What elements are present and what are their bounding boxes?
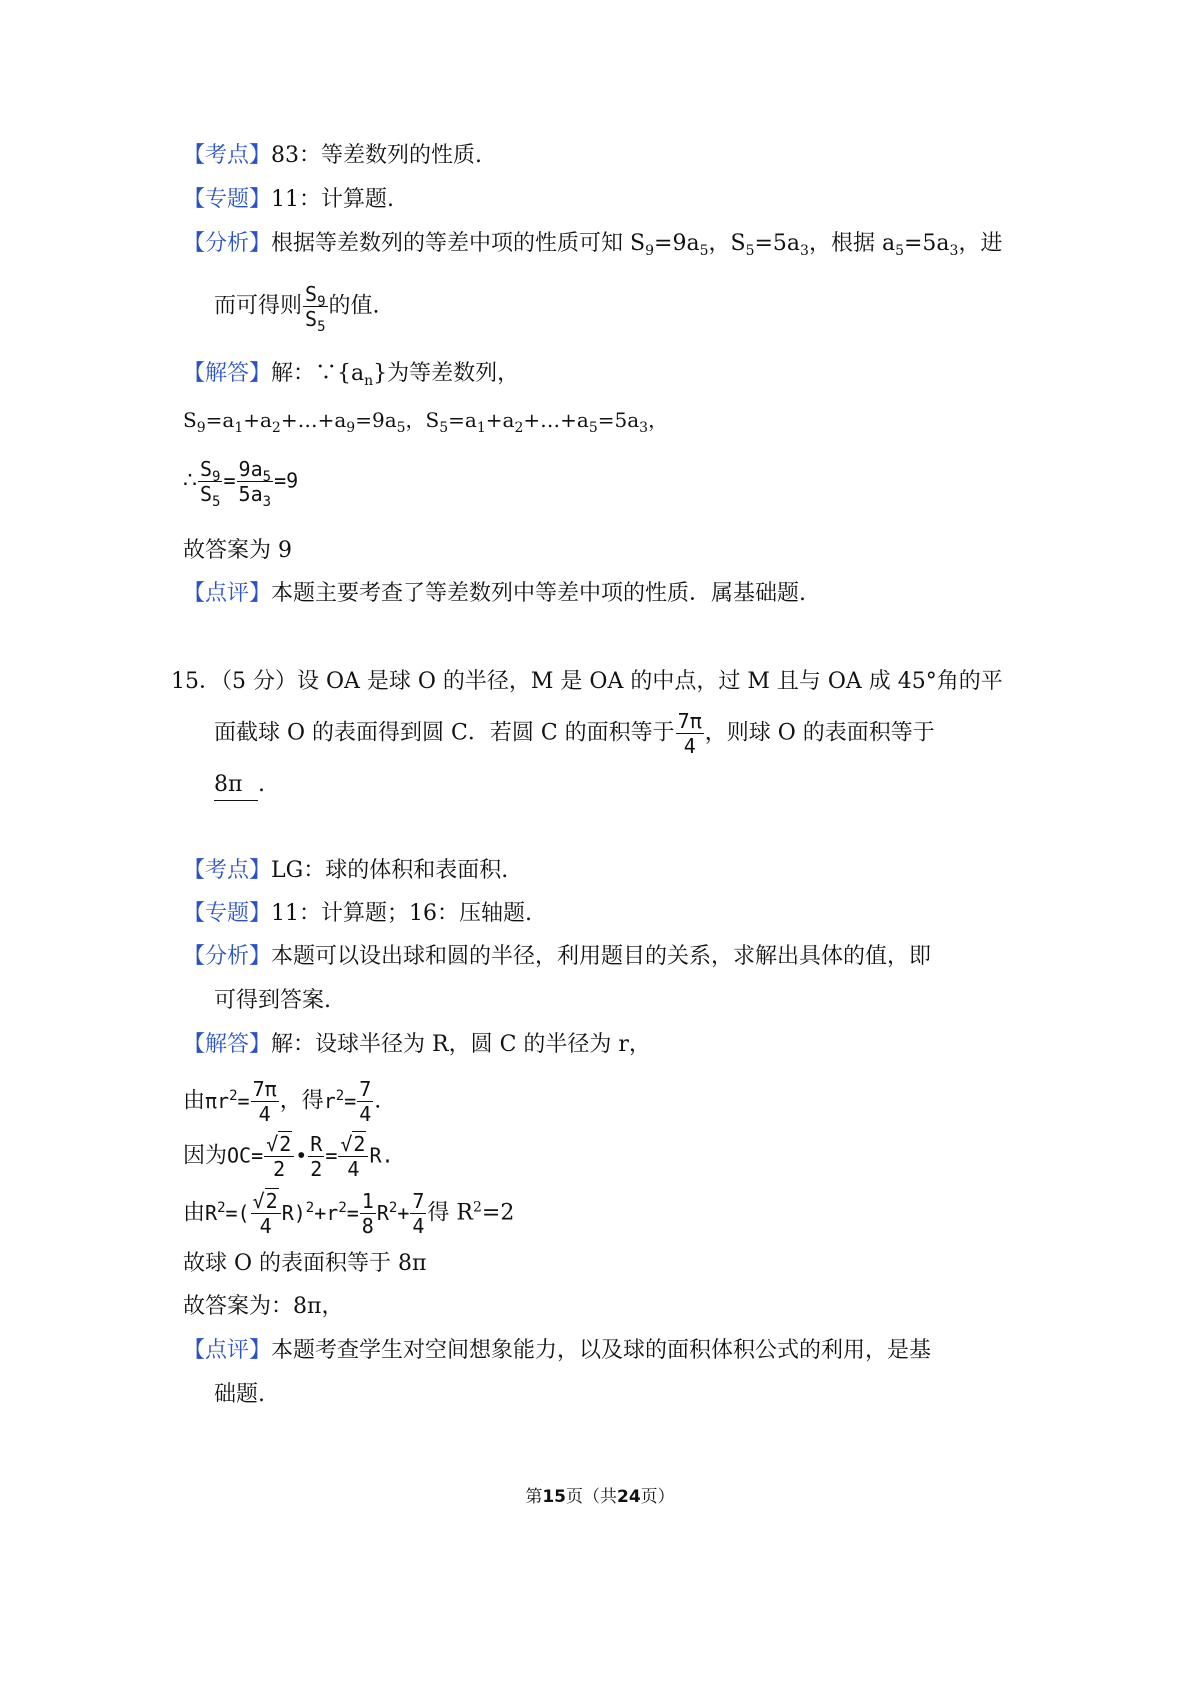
step-3-line: 由$R^2=$( $\frac{√2}{4}$ $R)^2+r^2=$ $\frac{1}{8}$ $R^2+$ $\frac{7}{4}$ 得 $R^2=2$: [183, 1189, 515, 1238]
kaodian-tag: 【考点】: [183, 143, 272, 168]
fraction-s9-s5: $\frac{S_9}{S_5}$: [200, 457, 221, 510]
footer-suffix: 页）: [640, 1487, 675, 1507]
ratio-formula-line: ∴ $\frac{S_9}{S_5}$ = $\frac{9a_5}{5a_3}$ =9: [183, 457, 299, 510]
fraction-sqrt2-2: $\frac{√2}{2}$: [264, 1133, 294, 1180]
total-pages: 24: [617, 1487, 641, 1507]
jieda-line: [183, 1030, 651, 1060]
fraction-r-2: $\frac{R}{2}$: [310, 1132, 323, 1181]
jieda-tag: 【解答】: [183, 1032, 272, 1057]
fraction-7-4: $\frac{7}{4}$: [412, 1189, 425, 1238]
conclusion-line: [183, 536, 292, 566]
fenxi-text: 本题可以设出球和圆的半径，利用题目的关系，求解出具体的值，即: [271, 944, 932, 969]
jieda-tag: 【解答】: [183, 361, 272, 386]
question-15-line-2: [214, 710, 935, 757]
fenxi-line2-text: 可得到答案.: [214, 988, 331, 1013]
fraction-7pi-4: $\frac{7\pi}{4}$: [677, 709, 702, 758]
answer-blank: 8π: [214, 770, 258, 801]
question-15-stem-2b: ，则球 O 的表面积等于: [704, 720, 935, 746]
fraction-7-4: $\frac{7}{4}$: [359, 1077, 372, 1126]
fenxi-line: [183, 942, 931, 972]
jieda-text: 解：∵{a: [271, 361, 365, 386]
question-15-answer-line: [214, 770, 265, 801]
dianping-line-2: [214, 1380, 265, 1410]
dianping-line: [183, 579, 806, 609]
kaodian-text: LG：球的体积和表面积.: [271, 858, 509, 883]
fraction-sqrt2-4: $\frac{√2}{4}$: [251, 1190, 281, 1237]
fraction-9a5-5a3: $\frac{9a_5}{5a_3}$: [238, 457, 272, 510]
zhuanti-line: [183, 185, 394, 215]
fraction-7pi-4: $\frac{7\pi}{4}$: [252, 1077, 277, 1126]
dianping-tag: 【点评】: [183, 1338, 272, 1363]
step-2-line: 因为OC= $\frac{√2}{2}$ • $\frac{R}{2}$ = $\frac{√2}{4}$ R.: [183, 1132, 394, 1181]
fraction-1-8: $\frac{1}{8}$: [361, 1189, 374, 1238]
answer-end: .: [258, 772, 265, 797]
fraction-s9-s5: $\frac{S_9}{S_5}$: [305, 282, 326, 335]
fenxi-line2-text: 而可得则: [214, 293, 303, 319]
jieda-line: 【解答】解：$\because\{a_n\}$为等差数列，: [183, 361, 520, 389]
kaodian-line: [183, 141, 482, 171]
step-1-mid: ，得: [279, 1088, 324, 1114]
step-3-text: 由: [183, 1200, 206, 1226]
conclusion-line: [183, 1249, 426, 1279]
fraction-sqrt2-4: $\frac{√2}{4}$: [338, 1133, 368, 1180]
zhuanti-text: 11：计算题；16：压轴题.: [271, 901, 532, 926]
zhuanti-line: [183, 899, 532, 929]
fenxi-text: 根据等差数列的等差中项的性质可知 S: [271, 231, 646, 256]
jieda-text-tail: }为等差数列，: [373, 361, 520, 386]
fenxi-line: 【分析】根据等差数列的等差中项的性质可知 $S_9=9a_5$，$S_5=5a_3$，根据 $a_5=5a_3$，进: [183, 231, 1003, 259]
fenxi-line-2: [214, 282, 380, 335]
step-1-text: 由: [183, 1088, 206, 1114]
question-15-stem-2a: 面截球 O 的表面得到圆 C．若圆 C 的面积等于: [214, 720, 675, 746]
kaodian-text: 83：等差数列的性质.: [271, 143, 483, 168]
page-number: 15: [542, 1487, 566, 1507]
step-3-tail: =2: [481, 1200, 515, 1226]
fenxi-tag: 【分析】: [183, 944, 272, 969]
fenxi-tail: 进: [980, 231, 1003, 256]
kaodian-line: [183, 856, 508, 886]
fenxi-line2-tail: 的值.: [328, 293, 380, 319]
footer-middle: 页（共: [566, 1487, 617, 1507]
zhuanti-tag: 【专题】: [183, 187, 272, 212]
page-footer: [0, 1482, 1200, 1507]
question-15-stem: 15．（5 分）设 OA 是球 O 的半径，M 是 OA 的中点，过 M 且与 OA 成 45°角的平: [171, 669, 1003, 694]
question-15-line-1: [171, 667, 1003, 697]
step-1-line: 由$\pi r^2=$ $\frac{7\pi}{4}$ ，得$r^2=$ $\frac{7}{4}$ .: [183, 1077, 382, 1126]
dianping-line2-text: 础题.: [214, 1382, 265, 1407]
step-2-text: 因为: [183, 1143, 228, 1169]
answer-line: [183, 1292, 343, 1322]
dianping-text: 本题考查学生对空间想象能力，以及球的面积体积公式的利用，是基: [271, 1338, 932, 1363]
conclusion-text: 故球 O 的表面积等于 8π: [183, 1251, 427, 1276]
zhuanti-tag: 【专题】: [183, 901, 272, 926]
zhuanti-text: 11：计算题.: [271, 187, 395, 212]
step-3-mid: 得 R: [427, 1200, 473, 1226]
kaodian-tag: 【考点】: [183, 858, 272, 883]
fenxi-line-2: [214, 986, 331, 1016]
footer-prefix: 第: [525, 1487, 543, 1507]
answer-text: 故答案为：8π，: [183, 1294, 344, 1319]
dianping-line: [183, 1336, 931, 1366]
fenxi-tag: 【分析】: [183, 231, 272, 256]
sum-formula-line: $S_9=a_1+a_2+\dots+a_9=9a_5$，$S_5=a_1+a_2+\dots+a_5=5a_3$，: [183, 408, 669, 436]
jieda-text: 解：设球半径为 R，圆 C 的半径为 r，: [271, 1032, 651, 1057]
dianping-tag: 【点评】: [183, 581, 272, 606]
dianping-text: 本题主要考查了等差数列中等差中项的性质．属基础题.: [271, 581, 807, 606]
conclusion-text: 故答案为 9: [183, 538, 292, 563]
